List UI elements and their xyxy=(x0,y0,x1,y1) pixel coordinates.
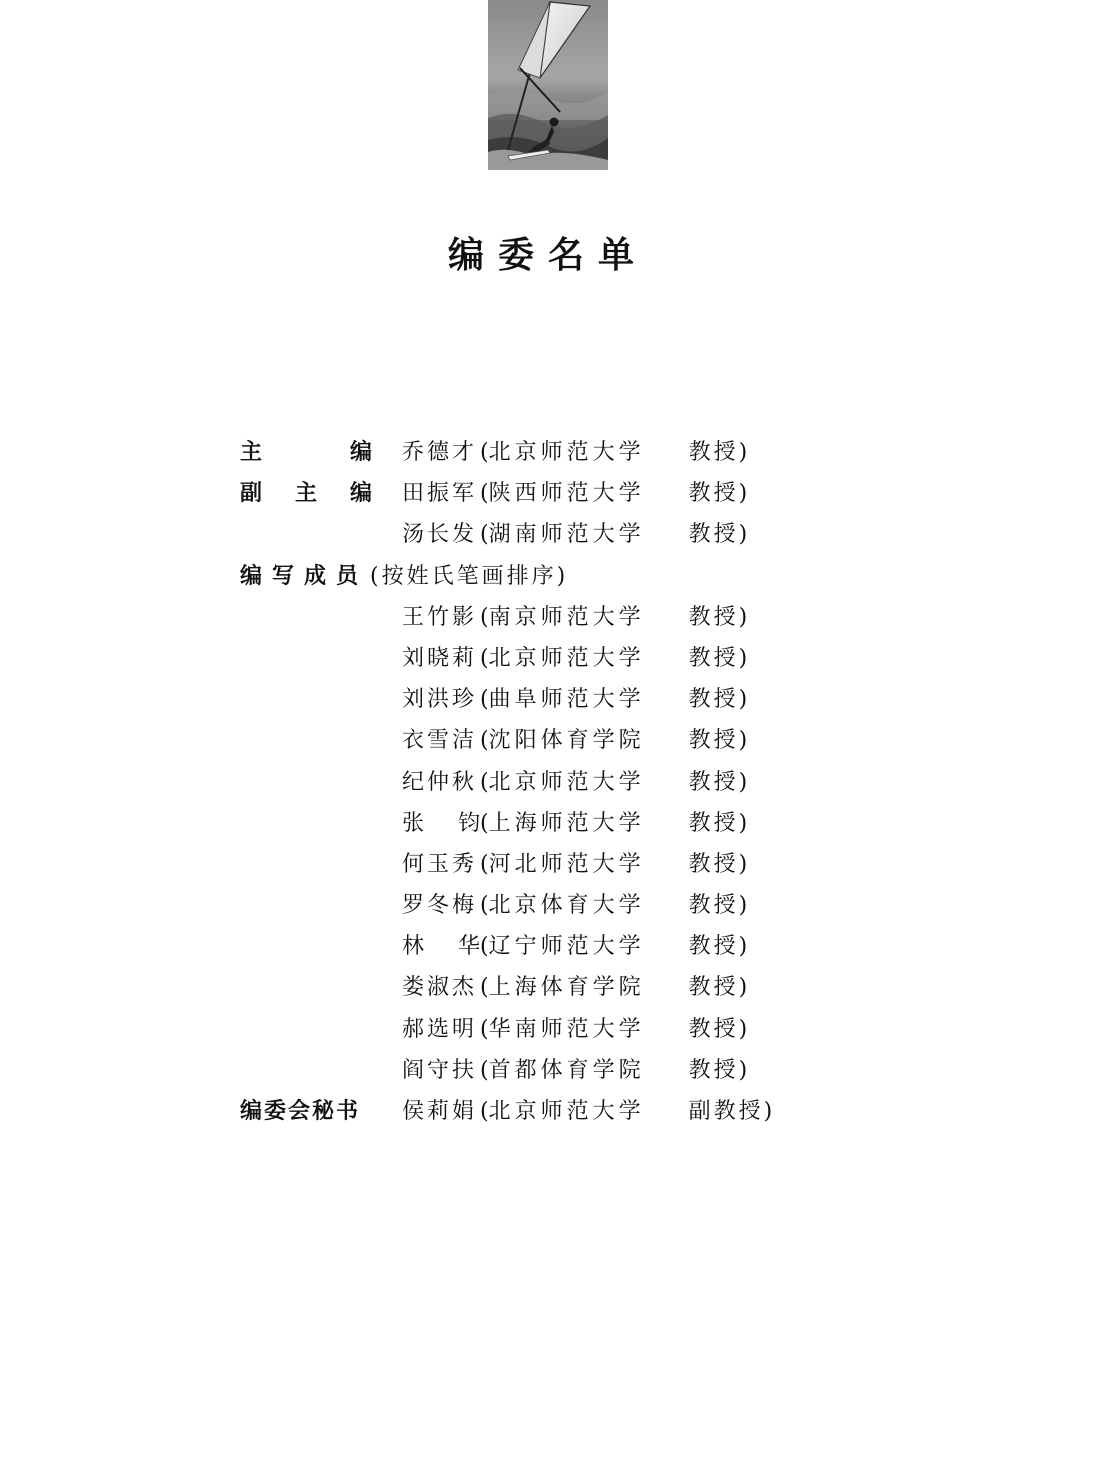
paren-open: ( xyxy=(480,728,489,754)
person-entry xyxy=(402,597,747,638)
person-title: 教授 xyxy=(688,975,739,1001)
person-name: 王竹影 xyxy=(402,604,478,630)
person-entry xyxy=(402,638,747,679)
person-institution: 北京师范大学 xyxy=(488,440,645,465)
person-name xyxy=(402,926,480,967)
deputy-editor-role xyxy=(240,473,372,514)
person-institution: 上海体育学院 xyxy=(488,975,645,1001)
editorial-board-list xyxy=(240,432,840,1132)
person-entry xyxy=(402,1091,772,1132)
person-title: 教授 xyxy=(688,934,739,960)
person-entry xyxy=(402,432,747,473)
deputy-editor-row xyxy=(240,514,840,555)
person-institution: 上海师范大学 xyxy=(488,810,645,836)
person-entry xyxy=(402,885,747,926)
writers-heading-row xyxy=(240,556,840,597)
person-title: 教授 xyxy=(688,893,739,919)
deputy-editor-group xyxy=(240,473,840,555)
person-institution: 首都体育学院 xyxy=(488,1057,645,1083)
person-title: 教授 xyxy=(688,810,739,836)
person-entry xyxy=(402,514,747,555)
writers-role-label: 编写成员 xyxy=(240,563,369,589)
person-title: 副教授 xyxy=(688,1099,764,1124)
writer-row xyxy=(240,597,840,638)
person-title: 教授 xyxy=(688,1057,739,1083)
person-entry xyxy=(402,762,747,803)
paren-open: ( xyxy=(480,645,489,671)
paren-open: ( xyxy=(480,481,489,507)
paren-close: ) xyxy=(738,687,748,713)
person-title: 教授 xyxy=(688,604,739,630)
paren-close: ) xyxy=(738,934,748,960)
paren-close: ) xyxy=(738,810,748,836)
person-entry xyxy=(402,1009,747,1050)
person-institution: 辽宁师范大学 xyxy=(488,934,645,960)
paren-open: ( xyxy=(480,769,489,795)
person-name: 阎守扶 xyxy=(402,1057,478,1083)
writer-row xyxy=(240,1050,840,1091)
paren-close: ) xyxy=(738,481,748,507)
paren-close: ) xyxy=(738,1057,748,1083)
writer-row xyxy=(240,720,840,761)
person-entry xyxy=(402,926,747,967)
paren-open: ( xyxy=(480,687,489,713)
person-entry xyxy=(402,844,747,885)
paren-close: ) xyxy=(738,728,748,754)
person-institution: 湖南师范大学 xyxy=(488,522,645,548)
writer-row xyxy=(240,762,840,803)
person-name: 纪仲秋 xyxy=(402,769,478,795)
person-institution: 河北师范大学 xyxy=(488,851,645,877)
person-institution: 陕西师范大学 xyxy=(488,481,645,507)
person-institution: 曲阜师范大学 xyxy=(488,687,645,713)
paren-open: ( xyxy=(480,975,489,1001)
name-char: 华 xyxy=(457,934,480,960)
person-institution: 北京师范大学 xyxy=(488,645,645,671)
paren-close: ) xyxy=(738,975,748,1001)
writer-row xyxy=(240,885,840,926)
role-char: 编 xyxy=(349,440,372,465)
person-institution: 华南师范大学 xyxy=(488,1016,645,1042)
person-title: 教授 xyxy=(688,769,739,795)
person-entry xyxy=(402,720,747,761)
person-institution: 沈阳体育学院 xyxy=(488,728,645,754)
person-name: 罗冬梅 xyxy=(402,893,478,919)
person-title: 教授 xyxy=(688,687,739,713)
paren-close: ) xyxy=(738,893,748,919)
paren-close: ) xyxy=(738,522,748,548)
writers-sort-note: (按姓氏笔画排序) xyxy=(370,563,569,589)
writer-group xyxy=(240,597,840,1091)
paren-close: ) xyxy=(738,1016,748,1042)
person-institution: 北京体育大学 xyxy=(488,893,645,919)
person-name: 衣雪洁 xyxy=(402,728,478,754)
writers-role xyxy=(240,556,568,597)
paren-open: ( xyxy=(480,522,489,548)
person-name: 郝选明 xyxy=(402,1016,478,1042)
writer-row xyxy=(240,926,840,967)
person-entry xyxy=(402,473,747,514)
person-entry xyxy=(402,803,747,844)
role-char: 主 xyxy=(294,481,317,507)
person-title: 教授 xyxy=(688,728,739,754)
person-name: 田振军 xyxy=(402,481,478,507)
role-char: 副 xyxy=(240,481,263,507)
person-title: 教授 xyxy=(688,440,739,465)
paren-open: ( xyxy=(480,440,489,465)
person-title: 教授 xyxy=(688,522,739,548)
person-title: 教授 xyxy=(688,851,739,877)
paren-open: ( xyxy=(480,934,489,960)
person-institution: 南京师范大学 xyxy=(488,604,645,630)
writer-row xyxy=(240,679,840,720)
role-char: 编 xyxy=(349,481,372,507)
role-char: 主 xyxy=(240,440,263,465)
paren-close: ) xyxy=(738,645,748,671)
person-name: 何玉秀 xyxy=(402,851,478,877)
paren-close: ) xyxy=(763,1099,773,1124)
writer-row xyxy=(240,1009,840,1050)
chief-editor-role xyxy=(240,432,372,473)
name-char: 张 xyxy=(402,810,425,836)
person-title: 教授 xyxy=(688,645,739,671)
person-entry xyxy=(402,679,747,720)
person-entry xyxy=(402,1050,747,1091)
paren-open: ( xyxy=(480,1057,489,1083)
paren-open: ( xyxy=(480,893,489,919)
deputy-editor-row xyxy=(240,473,840,514)
name-char: 林 xyxy=(402,934,425,960)
windsurfer-image xyxy=(488,0,608,170)
person-name: 乔德才 xyxy=(402,440,478,465)
person-institution: 北京师范大学 xyxy=(488,1099,645,1124)
chief-editor-row xyxy=(240,432,840,473)
secretary-row xyxy=(240,1091,840,1132)
windsurfer-photo xyxy=(488,0,608,170)
paren-close: ) xyxy=(738,769,748,795)
name-char: 钧 xyxy=(457,810,480,836)
person-name: 汤长发 xyxy=(402,522,478,548)
person-name: 刘洪珍 xyxy=(402,687,478,713)
writer-row xyxy=(240,803,840,844)
paren-open: ( xyxy=(480,1099,489,1124)
person-title: 教授 xyxy=(688,1016,739,1042)
writer-row xyxy=(240,967,840,1008)
person-name: 娄淑杰 xyxy=(402,975,478,1001)
paren-open: ( xyxy=(480,604,489,630)
person-name: 侯莉娟 xyxy=(402,1099,478,1124)
secretary-role: 编委会秘书 xyxy=(240,1099,361,1124)
paren-close: ) xyxy=(738,604,748,630)
person-name xyxy=(402,803,480,844)
writer-row xyxy=(240,844,840,885)
person-title: 教授 xyxy=(688,481,739,507)
person-entry xyxy=(402,967,747,1008)
page-title: 编委名单 xyxy=(447,235,648,276)
paren-open: ( xyxy=(480,810,489,836)
paren-open: ( xyxy=(480,1016,489,1042)
person-name: 刘晓莉 xyxy=(402,645,478,671)
writer-row xyxy=(240,638,840,679)
paren-close: ) xyxy=(738,440,748,465)
paren-open: ( xyxy=(480,851,489,877)
paren-close: ) xyxy=(738,851,748,877)
person-institution: 北京师范大学 xyxy=(488,769,645,795)
